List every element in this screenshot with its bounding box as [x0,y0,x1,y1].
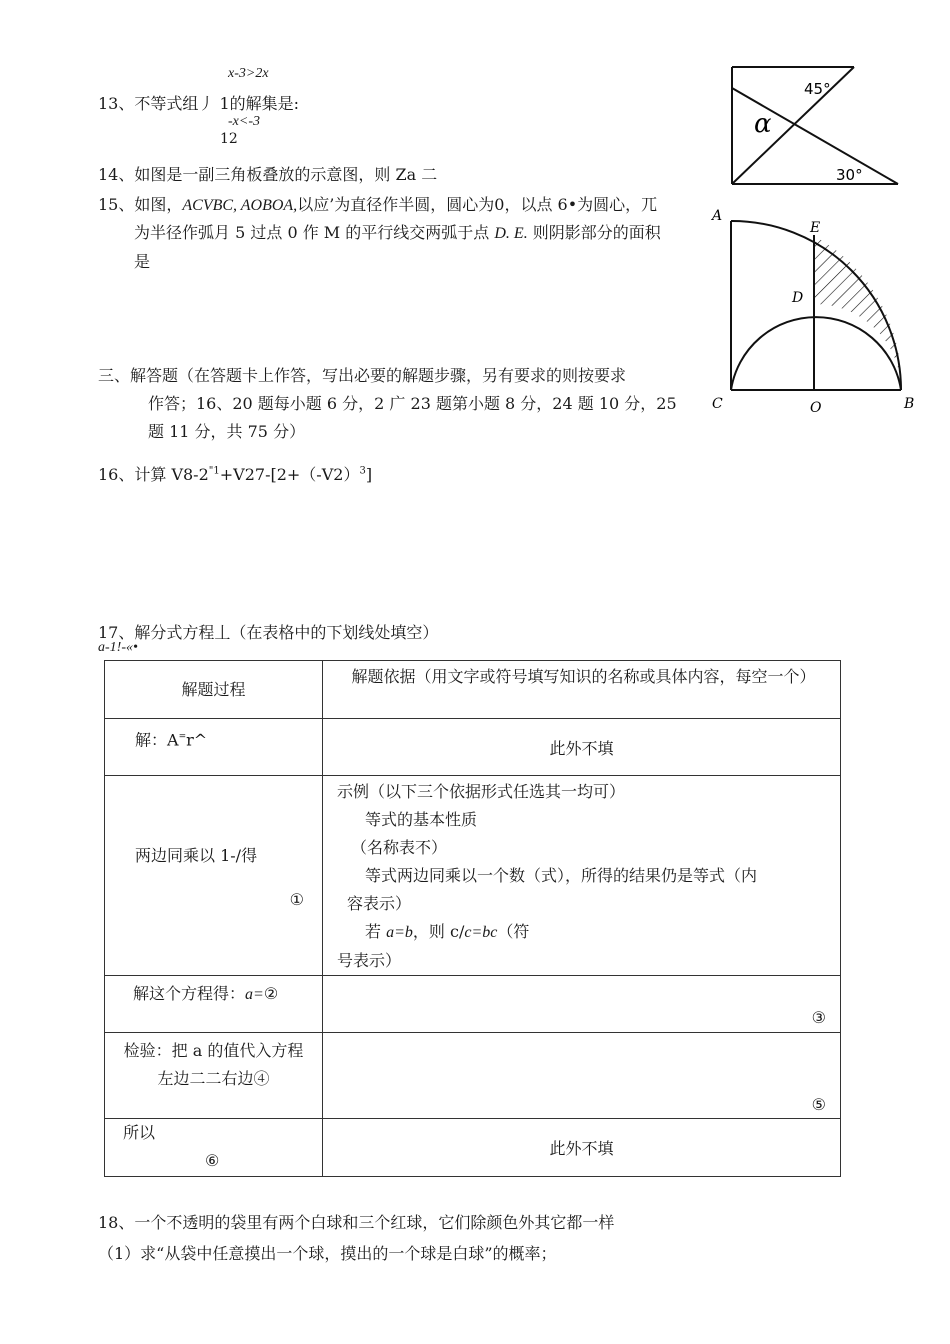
q15-line2-pre: 为半径作弧月 5 过点 0 作 M 的平行线交两弧于点 [134,223,495,242]
header-left-cell [105,661,323,719]
r4-left-2: 左边二二右边④ [157,1069,270,1088]
fig2-label-O: O [810,400,822,416]
table-row-4 [105,1033,841,1119]
q15-line1-math: ACVBC, AOBOA, [182,197,298,214]
q16-pre: 16、计算 V8-2 [98,465,209,484]
q13-upper-inequality: x-3>2x [228,66,269,81]
q16-sup2: 3 [359,465,366,477]
r3-right-mark: ③ [811,1008,826,1027]
q15-line2-post: 则阴影部分的面积 [527,223,661,242]
table-row-3 [105,976,841,1033]
r4-right-cell [323,1033,841,1119]
q16-mid: +V27-[2+（-V2） [219,465,360,484]
q15-line1-pre: 15、如图， [98,195,183,214]
q14-text: 14、如图是一副三角板叠放的示意图，则 Za 二 [98,165,438,184]
r2-right-3: （名称表不） [351,838,448,857]
header-left: 解题过程 [181,680,246,699]
q18-line1: 18、一个不透明的袋里有两个白球和三个红球，它们除颜色外其它都一样 [98,1213,615,1232]
r4-left-cell [105,1033,323,1119]
r3-right-cell [323,976,841,1033]
q16-sup1: "1 [208,465,220,477]
q16-post: ] [365,465,373,484]
r2-right-6 [337,918,830,947]
r2-right-6-pre: 若 [365,922,387,941]
section3-line3: 题 11 分，共 75 分） [148,422,306,441]
fig1-30-label: 30° [836,166,863,184]
q13-lower-inequality: -x<-3 [228,114,260,129]
table-row-2 [105,776,841,976]
r2-right-7: 号表示） [337,951,402,970]
arc-shaded-figure [704,204,930,420]
r2-right-6-mid: ，则 c/ [412,922,465,941]
table-header-row [105,661,841,719]
fig2-label-C: C [712,396,723,412]
fig2-label-D: D [792,290,804,306]
r3-left-math: a= [245,986,264,1003]
r1-right: 此外不填 [549,739,614,758]
r2-right-6-post: （符 [497,922,530,941]
q15-line3: 是 [134,252,151,271]
r2-left-cell [105,776,323,976]
section3-line2: 作答；16、20 题每小题 6 分，2 广 23 题第小题 8 分，24 题 10 分，25 [148,394,677,413]
r4-right-mark: ⑤ [811,1095,826,1114]
r5-left-mark: ⑥ [205,1151,220,1170]
r2-right-6-math1: a=b [386,924,413,941]
r2-left: 两边同乘以 1-/得 [135,846,258,865]
r2-left-mark: ① [289,890,304,909]
r2-right-6-math2: c=bc [464,924,498,941]
r2-right-1: 示例（以下三个依据形式任选其一均可） [337,782,626,801]
fig1-45-label: 45° [804,80,831,98]
q13-text: 13、不等式组丿 1的解集是: [98,94,300,113]
solution-table [104,660,841,1177]
r3-left-mark: ② [263,984,279,1003]
table-row-5 [105,1119,841,1177]
r5-right: 此外不填 [549,1139,614,1158]
r3-left [105,976,322,1009]
q15-line1 [98,192,657,215]
r3-left-cell [105,976,323,1033]
r2-right-5: 容表示） [347,894,412,913]
fig2-label-A: A [712,208,723,224]
r2-right-2: 等式的基本性质 [365,810,478,829]
r5-right-cell [323,1119,841,1177]
fig2-label-B: B [904,396,915,412]
section3-line1: 三、解答题（在答题卡上作答，写出必要的解题步骤，另有要求的则按要求 [98,366,627,385]
r3-left-pre: 解这个方程得： [133,984,246,1003]
q16-text [98,462,372,485]
r2-right-4: 等式两边同乘以一个数（式），所得的结果仍是等式（内 [365,866,758,885]
fig1-alpha-label: α [754,109,772,139]
fig2-shaded-region [814,236,901,390]
r5-left-cell [105,1119,323,1177]
q17-title: 17、解分式方程丄（在表格中的下划线处填空） [98,623,439,642]
q15-line1-post: 以应’为直径作半圆，圆心为0，以点 6•为圆心，兀 [297,195,658,214]
table-row-1 [105,719,841,776]
r1-right-cell [323,719,841,776]
q15-line2 [134,220,661,243]
r1-left-pre: 解：A [135,730,179,750]
r1-left [105,719,322,754]
header-right: 解题依据（用文字或符号填写知识的名称或具体内容，每空一个） [351,667,816,686]
r1-left-cell [105,719,323,776]
r1-left-post: r^ [186,730,208,750]
q17-equation: a-1!-«• [98,640,138,655]
q15-line2-math: D. E. [494,225,528,242]
r4-left-1: 检验：把 a 的值代入方程 [123,1041,304,1060]
r2-right-cell [323,776,841,976]
r1-left-sup: = [178,732,187,742]
triangle-rulers-figure [726,62,906,188]
q13-denominator: 12 [220,131,238,147]
q18-line2: （1）求“从袋中任意摸出一个球，摸出的一个球是白球”的概率； [98,1244,557,1263]
fig2-label-E: E [810,220,821,236]
header-right-cell [323,661,841,719]
r5-left-1: 所以 [123,1123,156,1142]
